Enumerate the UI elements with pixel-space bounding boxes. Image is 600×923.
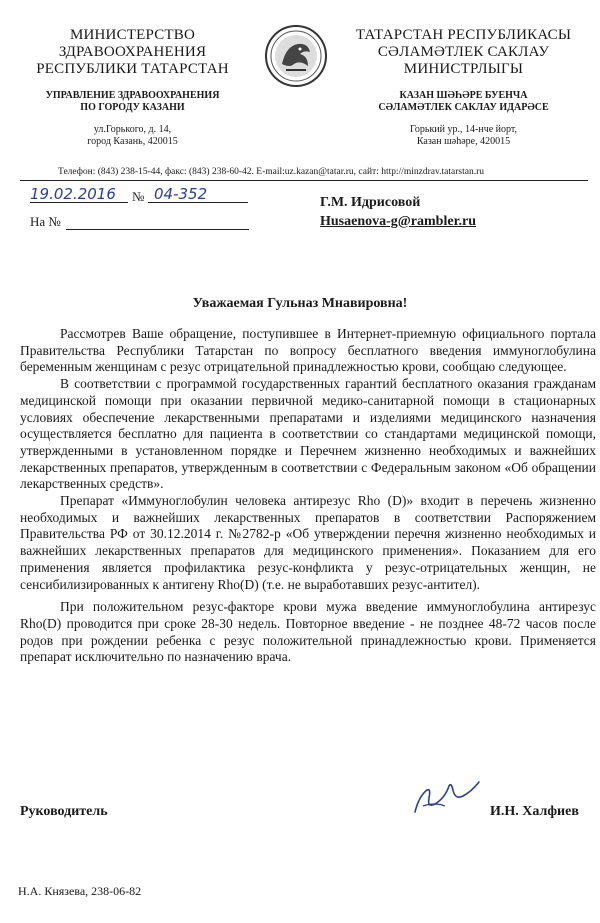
signatory-title: Руководитель xyxy=(20,804,108,819)
greeting: Уважаемая Гульназ Мнавировна! xyxy=(192,296,408,311)
paragraph: Рассмотрев Ваше обращение, поступившее в Интернет-приемную официального портала Правительства Республики Татарстан по вопросу бесплатного введения иммуноглобулина беременным женщинам с резус отрицательной принадлежностью крови, сообщаю следующее. xyxy=(20,326,596,375)
date-underline xyxy=(30,202,128,203)
ministry-name-tt: ТАТАРСТАН РЕСПУБЛИКАСЫ СӘЛАМӘТЛЕК САКЛАУ МИНИСТРЛЫГЫ xyxy=(355,27,572,77)
header-left xyxy=(10,27,255,148)
signatory-name: И.Н. Халфиев xyxy=(490,804,579,819)
recipient-name: Г.М. Идрисовой xyxy=(320,195,421,210)
department-name-ru: УПРАВЛЕНИЕ ЗДРАВООХРАНЕНИЯ ПО ГОРОДУ КАЗАНИ xyxy=(45,90,220,113)
tatarstan-emblem-icon xyxy=(264,24,328,88)
address-tt: Горький ур., 14-нче йорт, Казан шәһәре, 420015 xyxy=(409,124,517,147)
reference-underline xyxy=(66,229,249,230)
executor-contact: Н.А. Князева, 238-06-82 xyxy=(18,884,142,898)
paragraph: Препарат «Иммуноглобулин человека антирезус Rho (D)» входит в перечень жизненно необходимых и важнейших лекарственных препаратов в соответствии Распоряжением Правительства РФ от 30.12.2014 г. №2782-р «Об утверждении перечня жизненно необходимых и важнейших лекарственных препаратов для медицинского применения». Показанием для его применения является профилактика резус-конфликта у резус-отрицательных женщин, не сенсибилизированных к антигену Rho(D) (т.е. не выработавших резус-антител). xyxy=(20,493,596,592)
contact-line: Телефон: (843) 238-15-44, факс: (843) 238-60-42. E-mail:uz.kazan@tatar.ru, сайт: http://minzdrav.tatarstan.ru xyxy=(58,167,484,177)
letter-body xyxy=(20,326,596,666)
number-underline xyxy=(148,202,248,203)
recipient-block xyxy=(320,193,476,231)
registration-line xyxy=(30,187,250,207)
letter-number: 04-352 xyxy=(154,185,208,203)
letter-date: 19.02.2016 xyxy=(30,185,116,203)
recipient-email: Husaenova-g@rambler.ru xyxy=(320,214,477,229)
reference-label: На № xyxy=(30,214,61,229)
address-ru: ул.Горького, д. 14, город Казань, 420015 xyxy=(87,124,178,147)
department-name-tt: КАЗАН ШӘҺӘРЕ БУЕНЧА СӘЛАМӘТЛЕК САКЛАУ ИДАРӘСЕ xyxy=(378,90,549,113)
ministry-name-ru: МИНИСТЕРСТВО ЗДРАВООХРАНЕНИЯ РЕСПУБЛИКИ ТАТАРСТАН xyxy=(36,27,229,77)
paragraph: При положительном резус-факторе крови мужа введение иммуноглобулина антирезус Rho(D) проводится при сроке 28-30 недель. Повторное введение - не позднее 48-72 часов после родов при рождении ребенка с резус положительной принадлежностью крови. Применяется препарат исключительно по назначению врача. xyxy=(20,599,596,665)
paragraph: В соответствии с программой государственных гарантий бесплатного оказания гражданам медицинской помощи при оказании первичной медико-санитарной помощи в стационарных условиях обеспечение лекарственными препаратами и изделиями медицинского назначения осуществляется бесплатно для пациента в соответствии со стандартами медицинской помощи, утвержденными в установленном порядке и Перечнем жизненно необходимых и важнейших лекарственных препаратов, утвержденным в соответствии с Федеральным законом «Об обращении лекарственных средств». xyxy=(20,376,596,492)
header-divider xyxy=(20,180,588,181)
number-label: № xyxy=(132,189,145,204)
handwritten-signature-icon xyxy=(405,776,485,820)
header-right xyxy=(336,27,591,148)
